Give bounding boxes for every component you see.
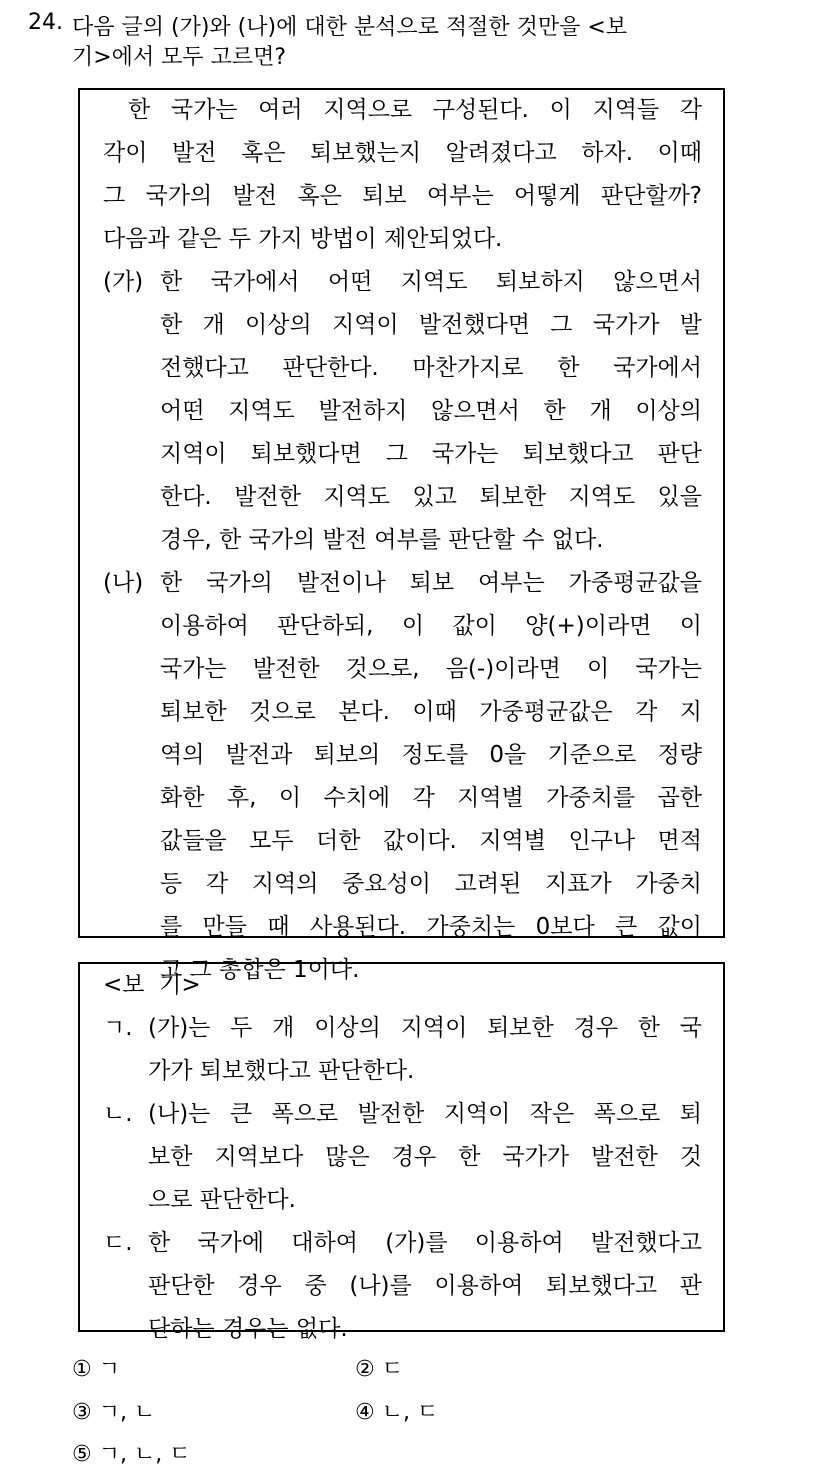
passage-ga-line: 한 국가에서 어떤 지역도 퇴보하지 않으면서 [160,269,702,295]
passage-ga-label: (가) [103,269,144,295]
bogi-item-line: (나)는 큰 폭으로 발전한 지역이 작은 폭으로 퇴 [148,1101,702,1127]
passage-na-line: 값들을 모두 더한 값이다. 지역별 인구나 면적 [160,828,702,854]
passage-ga-line: 지역이 퇴보했다면 그 국가는 퇴보했다고 판단 [160,441,702,467]
bogi-item-line: 단하는 경우는 없다. [148,1316,348,1342]
passage-na-line: 등 각 지역의 중요성이 고려된 지표가 가중치 [160,871,702,897]
bogi-box [78,962,725,1342]
passage-na-line: 한 국가의 발전이나 퇴보 여부는 가중평균값을 [160,570,702,596]
passage-ga-line: 한 개 이상의 지역이 발전했다면 그 국가가 발 [160,312,702,338]
question-stem-line-1: 다음 글의 (가)와 (나)에 대한 분석으로 적절한 것만을 <보 [72,15,628,40]
passage-na-line: 이용하여 판단하되, 이 값이 양(+)이라면 이 [160,613,702,639]
passage-na-line: 화한 후, 이 수치에 각 지역별 가중치를 곱한 [160,785,702,811]
passage-ga-line: 어떤 지역도 발전하지 않으면서 한 개 이상의 [160,398,702,424]
passage-intro-line: 그 국가의 발전 혹은 퇴보 여부는 어떻게 판단할까? [103,183,702,209]
passage-na-line: 역의 발전과 퇴보의 정도를 0을 기준으로 정량 [160,742,702,768]
answer-choice-3[interactable]: ③ ㄱ, ㄴ [72,1400,156,1425]
answer-choice-1[interactable]: ① ㄱ [72,1357,120,1382]
passage-ga-line: 한다. 발전한 지역도 있고 퇴보한 지역도 있을 [160,484,702,510]
passage-ga-line: 경우, 한 국가의 발전 여부를 판단할 수 없다. [160,527,604,553]
bogi-item-line: 판단한 경우 중 (나)를 이용하여 퇴보했다고 판 [148,1273,702,1299]
bogi-item-line: 한 국가에 대하여 (가)를 이용하여 발전했다고 [148,1230,702,1256]
bogi-item-label: ㄱ. [103,1015,133,1041]
bogi-item-label: ㄴ. [103,1101,133,1127]
passage-ga-line: 전했다고 판단한다. 마찬가지로 한 국가에서 [160,355,702,381]
passage-na-line: 국가는 발전한 것으로, 음(-)이라면 이 국가는 [160,656,702,682]
bogi-item-label: ㄷ. [103,1230,133,1256]
passage-box [78,88,725,983]
question-stem-line-2: 기>에서 모두 고르면? [72,45,287,70]
passage-intro-line: 다음과 같은 두 가지 방법이 제안되었다. [103,226,503,252]
bogi-item-line: (가)는 두 개 이상의 지역이 퇴보한 경우 한 국 [148,1015,702,1041]
answer-choice-4[interactable]: ④ ㄴ, ㄷ [355,1400,439,1425]
passage-na-line: 고 그 총합은 1이다. [160,957,360,983]
passage-na-label: (나) [103,570,144,596]
question-number: 24. [28,10,63,35]
answer-choice-2[interactable]: ② ㄷ [355,1357,403,1382]
passage-na-line: 퇴보한 것으로 본다. 이때 가중평균값은 각 지 [160,699,702,725]
passage-intro-line: 한 국가는 여러 지역으로 구성된다. 이 지역들 각 [128,97,702,123]
answer-choice-5[interactable]: ⑤ ㄱ, ㄴ, ㄷ [72,1442,191,1467]
bogi-item-line: 가가 퇴보했다고 판단한다. [148,1058,415,1084]
bogi-item-line: 보한 지역보다 많은 경우 한 국가가 발전한 것 [148,1144,702,1170]
passage-na-line: 를 만들 때 사용된다. 가중치는 0보다 큰 값이 [160,914,702,940]
bogi-title: <보 기> [103,972,201,998]
passage-intro-line: 각이 발전 혹은 퇴보했는지 알려졌다고 하자. 이때 [103,140,702,166]
bogi-item-line: 으로 판단한다. [148,1187,296,1213]
